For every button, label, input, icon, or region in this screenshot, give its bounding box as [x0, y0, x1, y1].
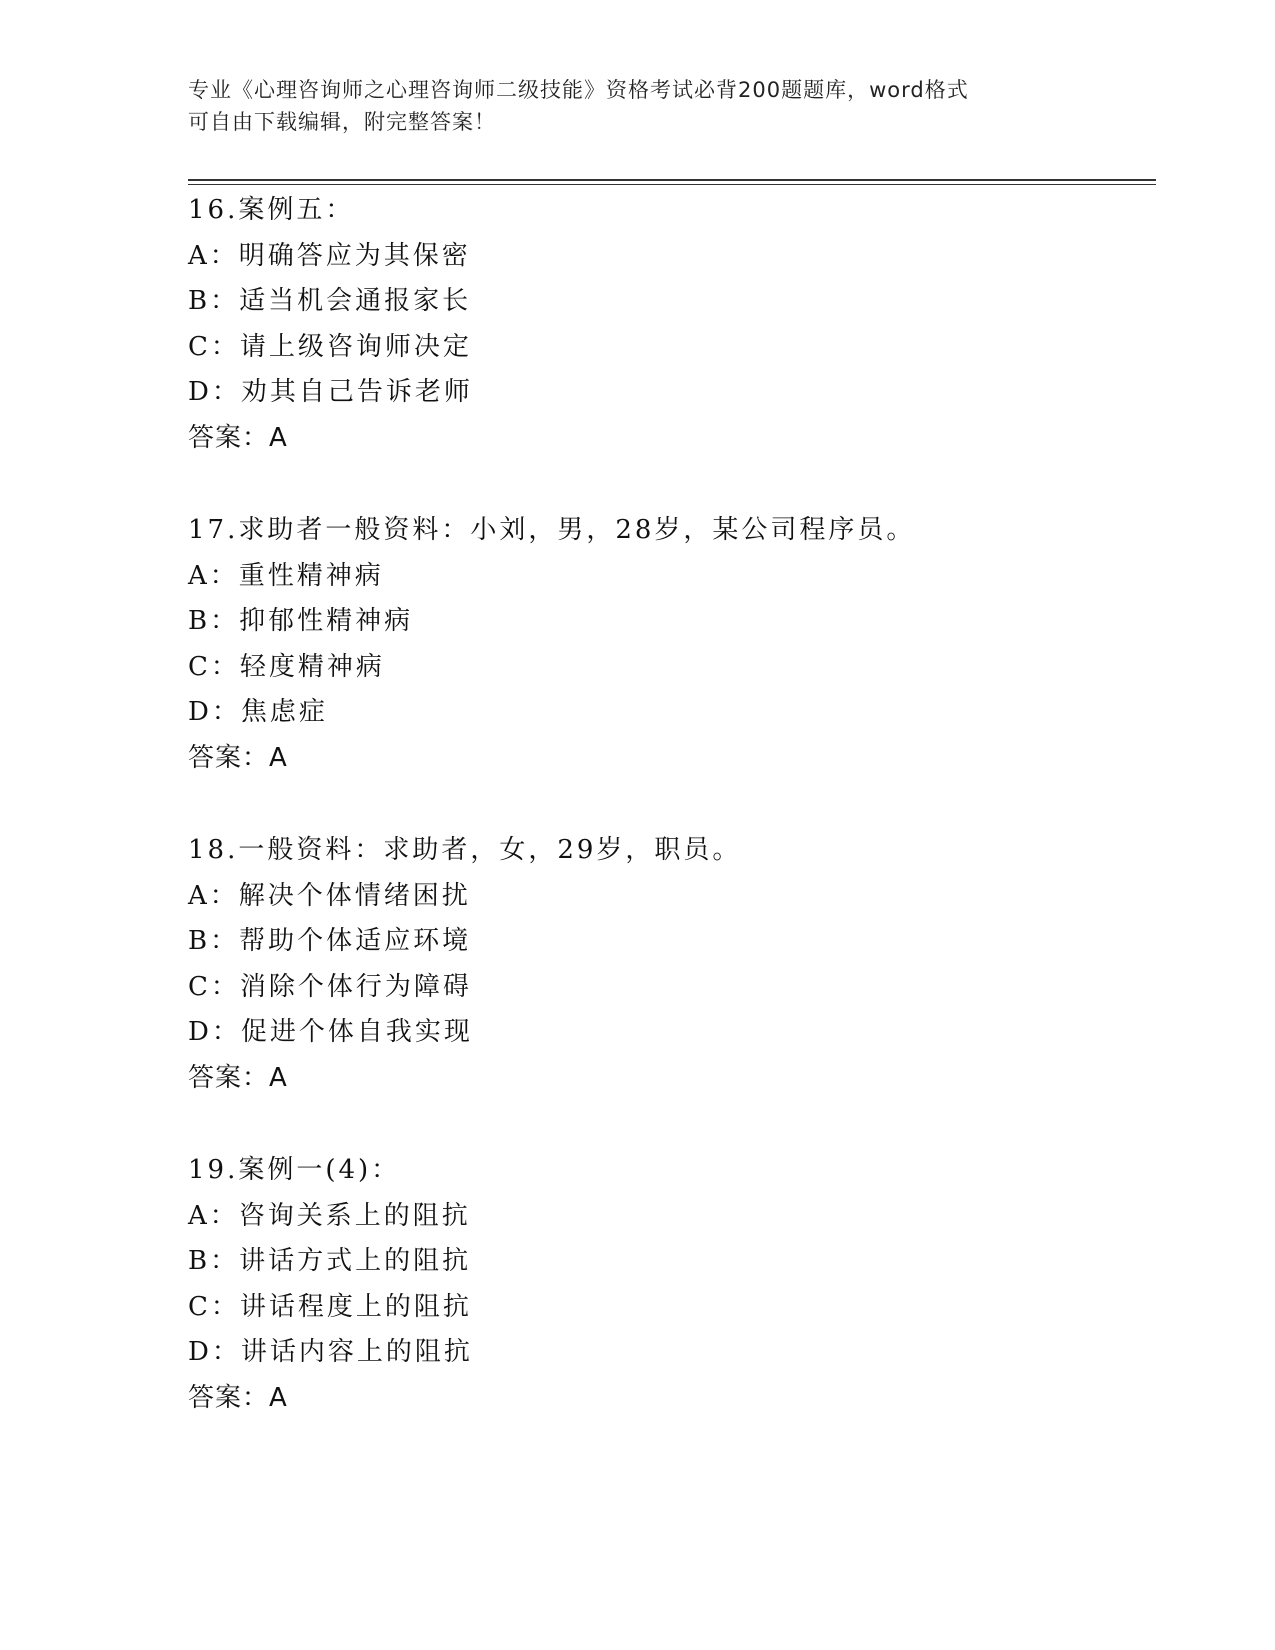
- option-d: D：焦虑症: [188, 697, 328, 727]
- question-18: [188, 828, 1156, 1148]
- question-stem: 16.案例五：: [188, 195, 355, 225]
- option-a: A：咨询关系上的阻抗: [188, 1200, 471, 1231]
- question-list: [188, 188, 1156, 1468]
- question-17: [188, 508, 1156, 828]
- option-a: A：重性精神病: [188, 560, 384, 591]
- answer-label: 答案：A: [188, 1382, 288, 1413]
- option-a: A：明确答应为其保密: [188, 240, 471, 271]
- option-b: B：讲话方式上的阻抗: [188, 1246, 472, 1276]
- option-a: A：解决个体情绪困扰: [188, 880, 471, 911]
- header-line-2: 可自由下载编辑，附完整答案！: [188, 110, 496, 134]
- option-b: B：帮助个体适应环境: [188, 926, 472, 956]
- option-c: C：请上级咨询师决定: [188, 331, 472, 362]
- option-d: D：劝其自己告诉老师: [188, 377, 473, 407]
- question-stem: 19.案例一(4)：: [188, 1155, 401, 1185]
- question-stem: 18.一般资料：求助者，女，29岁，职员。: [188, 835, 742, 865]
- header-line-1: 专业《心理咨询师之心理咨询师二级技能》资格考试必背200题题库，word格式: [188, 78, 969, 102]
- option-d: D：讲话内容上的阻抗: [188, 1337, 473, 1367]
- option-c: C：消除个体行为障碍: [188, 971, 472, 1002]
- header-rule-thick: [188, 179, 1156, 181]
- option-c: C：讲话程度上的阻抗: [188, 1291, 472, 1322]
- header-rule-thin: [188, 184, 1156, 185]
- document-header: [188, 74, 1068, 138]
- question-stem: 17.求助者一般资料：小刘，男，28岁，某公司程序员。: [188, 515, 916, 545]
- option-c: C：轻度精神病: [188, 651, 385, 682]
- option-b: B：适当机会通报家长: [188, 286, 472, 316]
- question-19: [188, 1148, 1156, 1468]
- answer-label: 答案：A: [188, 1062, 288, 1093]
- option-b: B：抑郁性精神病: [188, 606, 414, 636]
- answer-label: 答案：A: [188, 422, 288, 453]
- option-d: D：促进个体自我实现: [188, 1017, 473, 1047]
- question-16: [188, 188, 1156, 508]
- answer-label: 答案：A: [188, 742, 288, 773]
